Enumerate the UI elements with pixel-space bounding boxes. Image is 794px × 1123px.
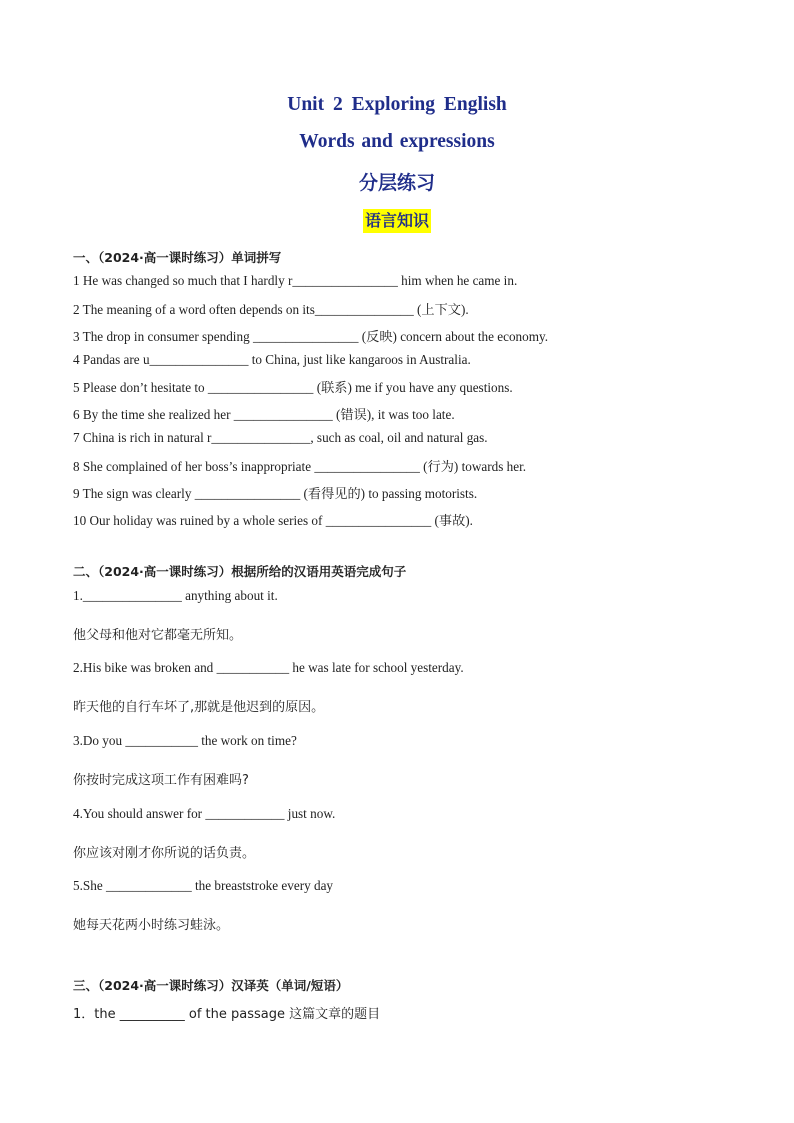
- badge-wrap: [0, 209, 794, 233]
- section1-item: 8 She complained of her boss’s inappropriate ________________ (行为) towards her.: [73, 459, 527, 474]
- section2-item-cn: 你应该对刚才你所说的话负责。: [73, 846, 256, 861]
- section2-item-en: 3.Do you ___________ the work on time?: [73, 733, 297, 748]
- section3-item: 1．the __________ of the passage 这篇文章的题目: [73, 1007, 381, 1022]
- section1-item: 2 The meaning of a word often depends on its_______________ (上下文).: [73, 302, 469, 317]
- section1-item: 9 The sign was clearly ________________ (看得见的) to passing motorists.: [73, 486, 478, 501]
- section1-item: 4 Pandas are u_______________ to China, just like kangaroos in Australia.: [73, 352, 471, 367]
- section2-heading: 二、（2024·高一课时练习）根据所给的汉语用英语完成句子: [73, 564, 407, 579]
- section1-item: 3 The drop in consumer spending ________________ (反映) concern about the economy.: [73, 329, 549, 344]
- section1-item: 6 By the time she realized her _______________ (错误), it was too late.: [73, 407, 455, 422]
- unit-subtitle: Words and expressions: [299, 131, 495, 152]
- section1-item: 7 China is rich in natural r_______________, such as coal, oil and natural gas.: [73, 430, 488, 445]
- section1-item: 1 He was changed so much that I hardly r________________ him when he came in.: [73, 273, 518, 288]
- section2-item-en: 2.His bike was broken and ___________ he was late for school yesterday.: [73, 660, 464, 675]
- section3-heading: 三、（2024·高一课时练习）汉译英（单词/短语）: [73, 978, 349, 993]
- practice-title: 分层练习: [358, 172, 435, 194]
- section2-item-en: 1._______________ anything about it.: [73, 588, 278, 603]
- section1-heading: 一、（2024·高一课时练习）单词拼写: [73, 250, 282, 265]
- section1-item: 10 Our holiday was ruined by a whole series of ________________ (事故).: [73, 513, 473, 528]
- unit-title: Unit 2 Exploring English: [287, 94, 507, 115]
- section2-item-en: 5.She _____________ the breaststroke every day: [73, 878, 334, 893]
- section2-item-cn: 他父母和他对它都毫无所知。: [73, 628, 243, 643]
- section2-item-en: 4.You should answer for ____________ just now.: [73, 806, 336, 821]
- section2-item-cn: 你按时完成这项工作有困难吗?: [73, 773, 249, 788]
- section2-item-cn: 昨天他的自行车坏了,那就是他迟到的原因。: [73, 700, 325, 715]
- section2-item-cn: 她每天花两小时练习蛙泳。: [73, 918, 230, 933]
- section-badge: 语言知识: [363, 209, 431, 233]
- section1-item: 5 Please don’t hesitate to ________________ (联系) me if you have any questions.: [73, 380, 513, 395]
